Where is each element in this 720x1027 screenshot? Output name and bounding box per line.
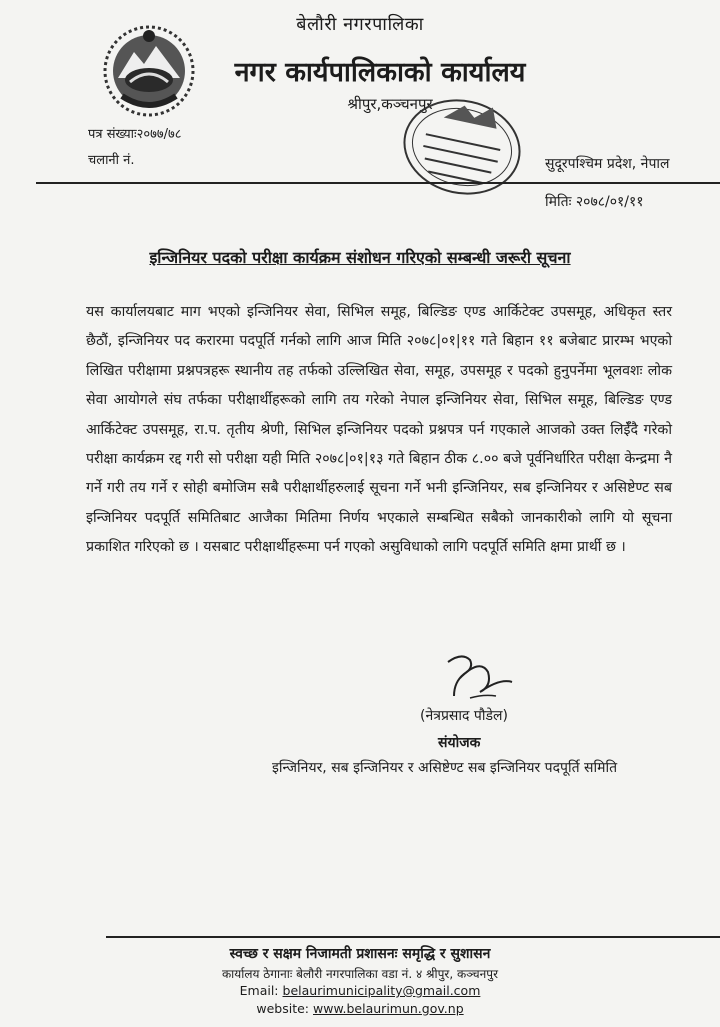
municipality-name: बेलौरी नगरपालिका [296,14,424,35]
letter-number: पत्र संख्याः२०७७/७८ [88,127,182,142]
dispatch-number: चलानी नं. [88,153,135,168]
notice-title: इन्जिनियर पदको परीक्षा कार्यक्रम संशोधन गरिएको सम्बन्धी जरूरी सूचना [149,248,571,267]
handwritten-signature [440,648,520,704]
office-stamp [398,92,526,202]
committee-name: इन्जिनियर, सब इन्जिनियर र असिष्टेण्ट सब इन्जिनियर पदपूर्ति समिति [272,760,618,776]
footer-slogan: स्वच्छ र सक्षम निजामती प्रशासनः समृद्धि र सुशासन [229,946,491,962]
office-location: श्रीपुर,कञ्चनपुर [347,95,433,113]
header-divider [36,182,720,184]
footer-website [0,1001,720,1016]
email-link[interactable]: belaurimunicipality@gmail.com [282,983,481,998]
footer-divider [106,936,720,938]
website-label: website: [256,1001,310,1016]
footer-address: कार्यालय ठेगानाः बेलौरी नगरपालिका वडा नं. ४ श्रीपुर, कञ्चनपुर [221,967,499,981]
footer-email [0,983,720,998]
notice-body: यस कार्यालयबाट माग भएको इन्जिनियर सेवा, सिभिल समूह, बिल्डिङ एण्ड आर्किटेक्ट उपसमूह, अधिकृत स्तर छैठौं, इन्जिनियर पद करारमा पदपूर्ति गर्नको लागि आज मिति २०७८|०१|११ गते बिहान ११ बजेबाट प्रारम्भ भएको लिखित परीक्षामा प्रश्नपत्रहरू स्थानीय तह तर्फको उल्लिखित सेवा, समूह, उपसमूह र पदको हुनुपर्नेमा भूलवशः लोक सेवा आयोगले संघ तर्फका परीक्षार्थीहरूको लागि तय गरेको नेपाल इन्जिनियर सेवा, सिभिल समूह, बिल्डिङ एण्ड आर्किटेक्ट उपसमूह, रा.प. तृतीय श्रेणी, सिभिल इन्जिनियर पदको प्रश्नपत्र पर्न गएकाले आजको उक्त लिईँदै गरेको परीक्षा कार्यक्रम रद्द गरी सो परीक्षा यही मिति २०७८|०१|१३ गते बिहान ठीक ८.०० बजे पूर्वनिर्धारित परीक्षा केन्द्रमा नै गर्ने गरी तय गर्ने र सोही बमोजिम सबै परीक्षार्थीहरुलाई सूचना गर्ने भनी इन्जिनियर, सब इन्जिनियर र असिष्टेण्ट सब इन्जिनियर पदपूर्ति समितिबाट आजैका मितिमा निर्णय भएकाले सम्बन्धित सबैको जानकारीको लागि यो सूचना प्रकाशित गरिएको छ । यसबाट परीक्षार्थीहरूमा पर्न गएको असुविधाको लागि पदपूर्ति समिति क्षमा प्रार्थी छ । [86,304,672,556]
signer-position: संयोजक [438,735,481,751]
office-name: नगर कार्यपालिकाको कार्यालय [234,57,526,88]
website-link[interactable]: www.belaurimun.gov.np [313,1001,464,1016]
signer-name: (नेत्रप्रसाद पौडेल) [420,708,508,724]
letter-date: मितिः २०७८/०१/११ [545,194,644,210]
province-name: सुदूरपश्चिम प्रदेश, नेपाल [545,156,670,172]
email-label: Email: [239,983,279,998]
